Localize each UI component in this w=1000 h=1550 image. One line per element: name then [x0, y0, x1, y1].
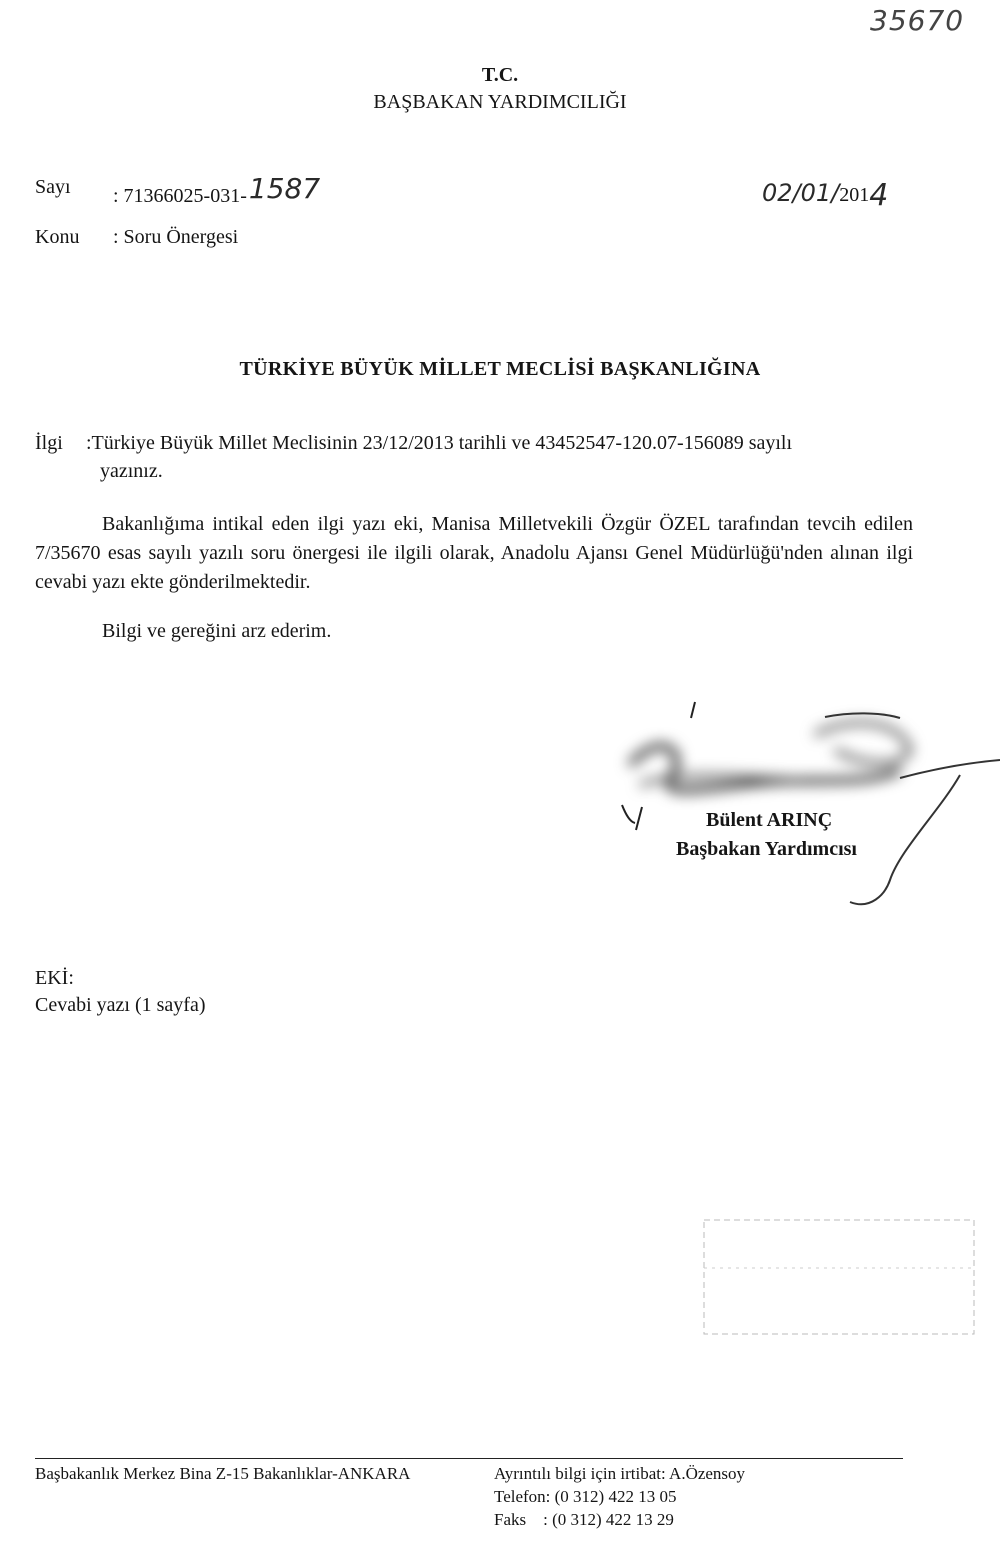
- sayi-value: [113, 172, 321, 209]
- addressee: TÜRKİYE BÜYÜK MİLLET MECLİSİ BAŞKANLIĞINA: [239, 358, 761, 380]
- attachments-label: EKİ:: [35, 967, 74, 989]
- signature-tick-left: [622, 805, 642, 830]
- date-printed-year: 201: [839, 184, 870, 206]
- signature-stroke-top: [825, 713, 900, 718]
- header-ministry: BAŞBAKAN YARDIMCILIĞI: [373, 91, 627, 113]
- document-date: [762, 174, 889, 213]
- footer-rule: [35, 1458, 903, 1459]
- footer-contact: Ayrıntılı bilgi için irtibat: A.Özensoy: [494, 1464, 746, 1483]
- sayi-label: Sayı: [35, 176, 71, 198]
- received-stamp-outline: [702, 1218, 977, 1338]
- ilgi-text: :Türkiye Büyük Millet Meclisinin 23/12/2013 tarihli ve 43452547-120.07-156089 sayılı: [86, 432, 793, 454]
- ilgi-label: İlgi: [35, 432, 63, 454]
- sayi-number-printed: : 71366025-031-: [113, 185, 247, 207]
- closing-sentence: Bilgi ve gereğini arz ederim.: [102, 620, 332, 642]
- sayi-number-handwritten: 1587: [248, 172, 321, 205]
- body-paragraph: Bakanlığıma intikal eden ilgi yazı eki, Manisa Milletvekili Özgür ÖZEL tarafından tevcih edilen 7/35670 esas sayılı yazılı soru önergesi ile ilgili olarak, Anadolu Ajansı Genel Müdürlüğü'nden alınan ilgi cevabi yazı ekte gönderilmektedir.: [35, 513, 913, 593]
- file-number-handwritten: 35670: [870, 4, 965, 37]
- footer-address: Başbakanlık Merkez Bina Z-15 Bakanlıklar-ANKARA: [35, 1464, 411, 1483]
- date-handwritten-year: 4: [869, 178, 889, 213]
- konu-label: Konu: [35, 226, 80, 248]
- signatory-title: Başbakan Yardımcısı: [676, 838, 857, 860]
- konu-value: : Soru Önergesi: [113, 226, 239, 248]
- signature-graphic: [600, 690, 1000, 920]
- footer-phone: Telefon: (0 312) 422 13 05: [494, 1487, 677, 1506]
- signatory-name: Bülent ARINÇ: [706, 809, 833, 831]
- signature-scribble: [630, 723, 910, 790]
- signature-tick-top: [691, 702, 695, 718]
- footer-fax: Faks : (0 312) 422 13 29: [494, 1510, 674, 1529]
- header-tc: T.C.: [481, 64, 519, 86]
- signature-stroke-down: [850, 775, 960, 904]
- ilgi-text-continued: yazınız.: [100, 460, 163, 482]
- attachment-item: Cevabi yazı (1 sayfa): [35, 994, 206, 1016]
- signature-stroke-right: [900, 760, 1000, 778]
- date-handwritten-day: 02/01/: [762, 179, 840, 207]
